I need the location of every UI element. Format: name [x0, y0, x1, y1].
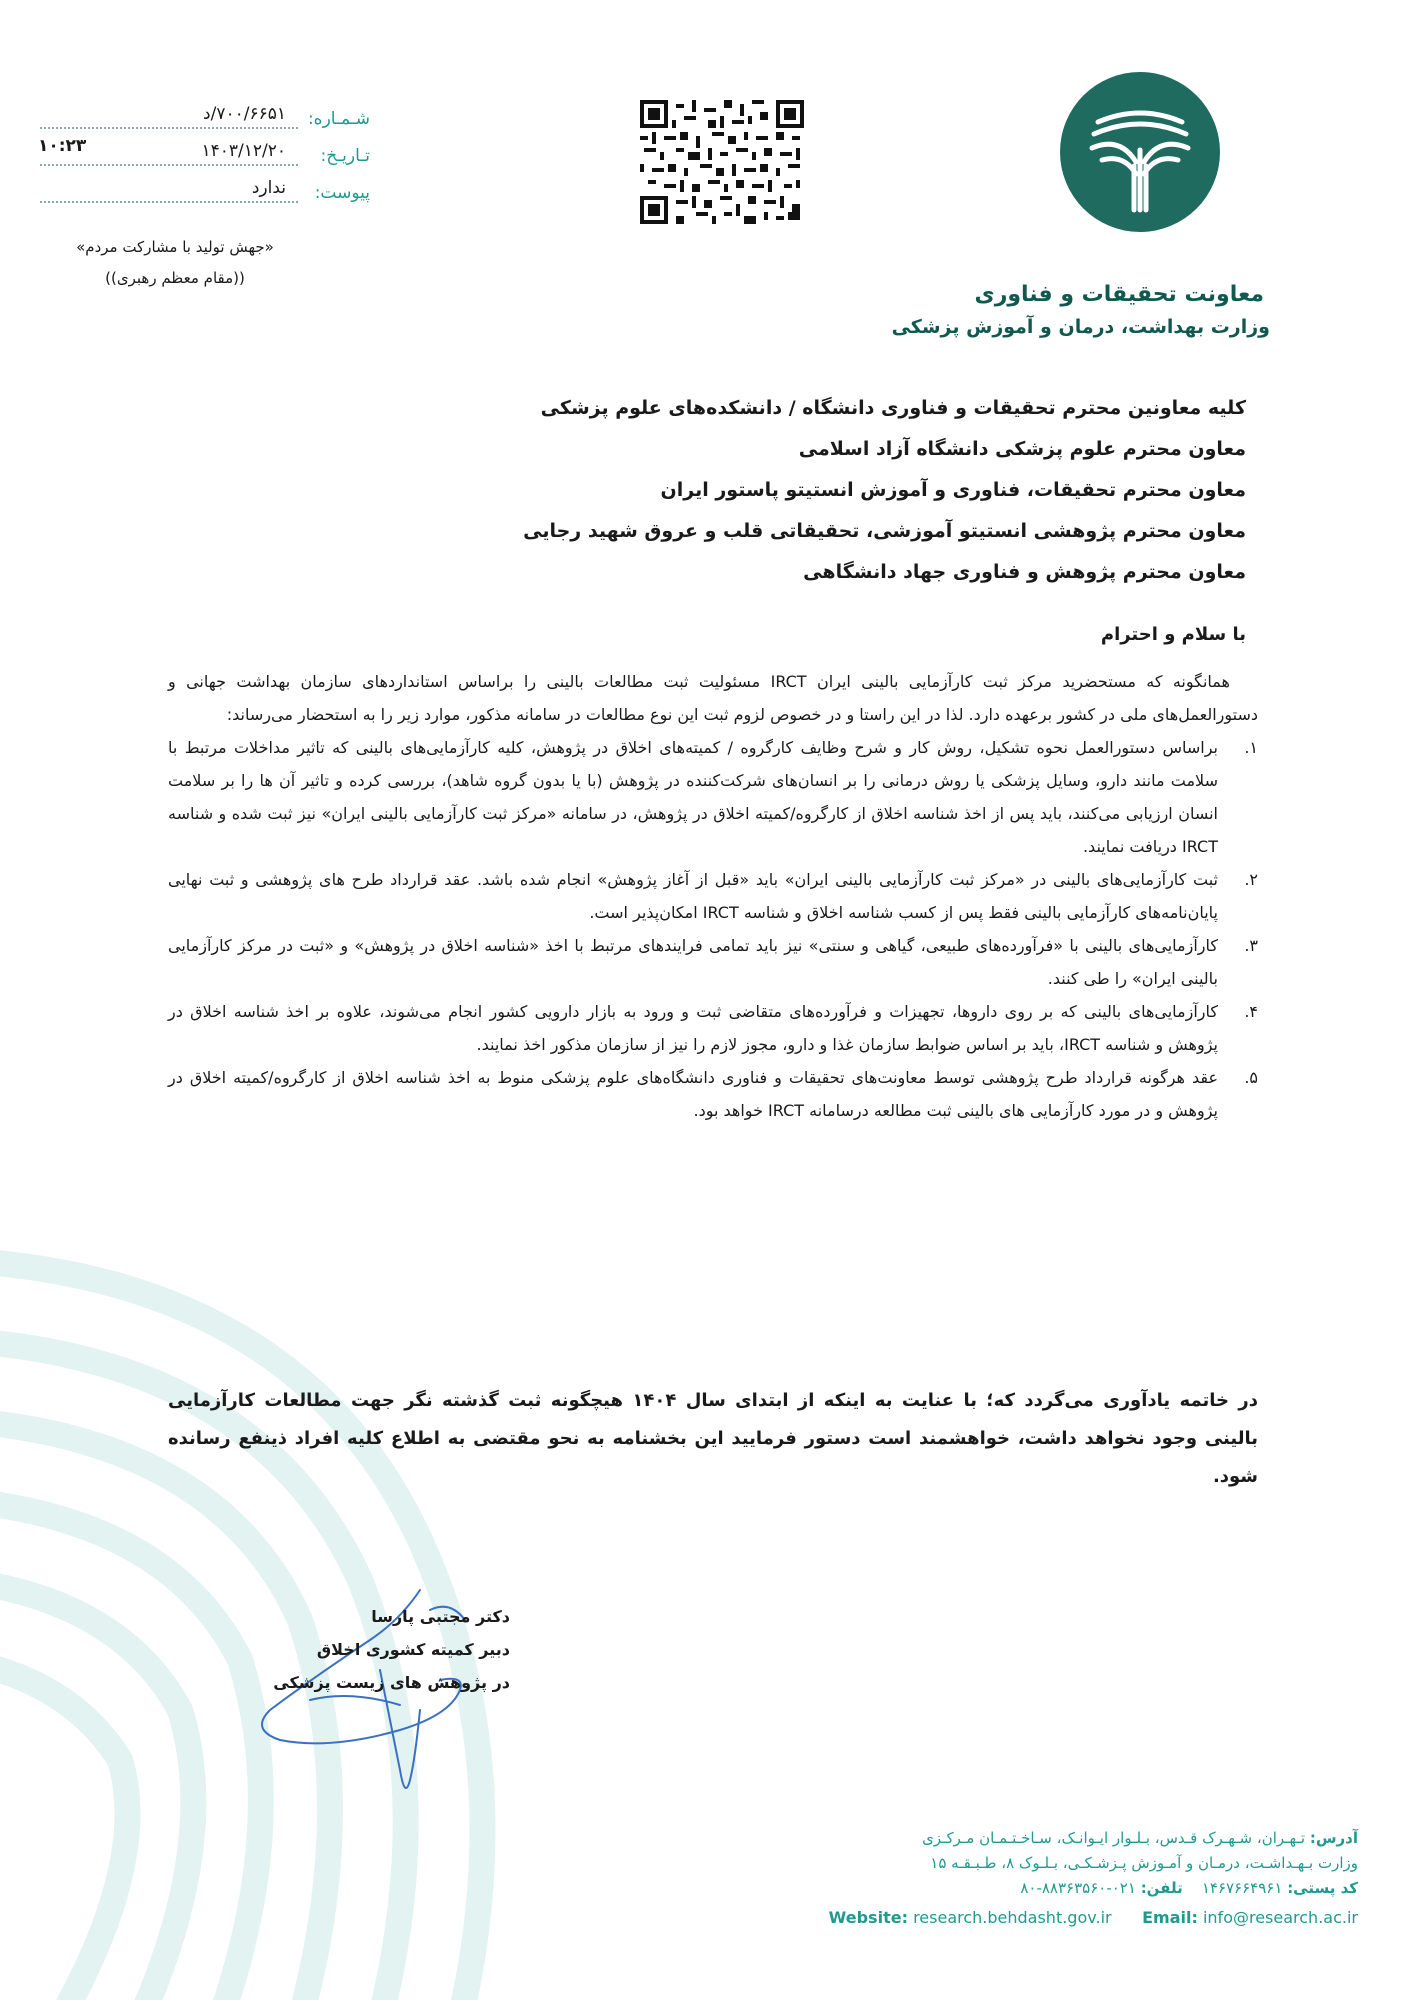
date-label: تـاریـخ:	[320, 146, 370, 166]
list-item	[168, 863, 1258, 929]
signature-text	[273, 1600, 510, 1699]
item-number: ۲.	[1244, 870, 1258, 889]
letter-footer	[598, 1826, 1358, 1930]
list-item	[168, 929, 1258, 995]
signer-title: دبیر کمیته کشوری اخلاق	[316, 1640, 510, 1659]
item-number: ۵.	[1244, 1068, 1258, 1087]
phone-label: تلفن:	[1140, 1879, 1183, 1897]
item-text: کارآزمایی‌های بالینی با «فرآورده‌های طبیعی، گیاهی و سنتی» نیز باید تمامی فرایندهای مرتبط با اخذ «شناسه اخلاق در پژوهش» و «ثبت در مرکز کارآزمایی بالینی ایران» را طی کنند.	[168, 936, 1218, 988]
email-label: Email:	[1142, 1908, 1198, 1927]
footer-address	[598, 1826, 1358, 1851]
list-item	[168, 1061, 1258, 1127]
attachment-row	[40, 166, 370, 203]
slogan-source: ((مقام معظم رهبری))	[105, 269, 245, 287]
item-number: ۱.	[1244, 738, 1258, 757]
footer-web	[598, 1905, 1358, 1930]
slogan	[60, 232, 290, 294]
email-link[interactable]: info@research.ac.ir	[1202, 1908, 1358, 1927]
signature-block	[250, 1580, 520, 1810]
number-row	[40, 92, 370, 129]
website-label: Website:	[828, 1908, 908, 1927]
letter-time: ۱۰:۲۳	[38, 136, 87, 156]
item-text: عقد هرگونه قرارداد طرح پژوهشی توسط معاونت‌های تحقیقات و فناوری دانشگاه‌های علوم پزشکی منوط به اخذ شناسه اخلاق از کارگروه/کمیته اخلاق در پژوهش و در مورد کارآزمایی های بالینی ثبت مطالعه درسامانه IRCT خواهد بود.	[168, 1068, 1218, 1120]
letter-meta	[40, 92, 370, 203]
letter-number: ۷۰۰/۶۶۵۱/د	[40, 103, 298, 129]
list-item	[168, 731, 1258, 863]
attachment-label: پیوست:	[314, 183, 370, 203]
address-line2: وزارت بـهـداشـت، درمـان و آمـوزش پـزشـکـی، بـلـوک ۸، طـبـقـه ۱۵	[930, 1854, 1358, 1872]
number-label: شـمـاره:	[307, 109, 370, 129]
logo-title: معاونت تحقیقات و فناوری	[974, 282, 1264, 307]
recipient-line: معاون محترم علوم پزشکی دانشگاه آزاد اسلامی	[798, 438, 1246, 460]
item-text: براساس دستورالعمل نحوه تشکیل، روش کار و شرح وظایف کارگروه / کمیته‌های اخلاق در پژوهش، کلیه کارآزمایی‌های بالینی که تاثیر مداخلات مرتبط با سلامت مانند دارو، وسایل پزشکی یا روش درمانی را بر انسان‌های شرکت‌کننده در پژوهش (با یا بدون گروه شاهد)، بررسی کرده و تاثیر آن ها را بر سلامت انسان ارزیابی می‌کنند، باید پس از اخذ شناسه اخلاق از کارگروه/کمیته اخلاق در پژوهش، در سامانه «مرکز ثبت کارآزمایی بالینی ایران» نیز ثبت شده و شناسه IRCT دریافت نمایند.	[168, 738, 1218, 856]
list-item	[168, 995, 1258, 1061]
letter-body	[168, 665, 1258, 1127]
date-row	[40, 129, 370, 166]
postal-label: کد پستی:	[1287, 1879, 1358, 1897]
ministry-logo	[891, 70, 1300, 338]
address-label: آدرس:	[1309, 1829, 1358, 1847]
recipient-line: کلیه معاونین محترم تحقیقات و فناوری دانشگاه / دانشکده‌های علوم پزشکی	[540, 397, 1246, 419]
website-link[interactable]: research.behdasht.gov.ir	[913, 1908, 1112, 1927]
letter-date: ۱۴۰۳/۱۲/۲۰	[40, 140, 298, 166]
recipients-list	[346, 388, 1246, 593]
item-number: ۴.	[1244, 1002, 1258, 1021]
item-number: ۳.	[1244, 936, 1258, 955]
intro-paragraph: همانگونه که مستحضرید مرکز ثبت کارآزمایی بالینی ایران IRCT مسئولیت ثبت مطالعات بالینی را براساس استانداردهای سازمان بهداشت جهانی و دستورالعمل‌های ملی در کشور برعهده دارد. لذا در این راستا و در خصوص لزوم ثبت این نوع مطالعات در سامانه مذکور، موارد زیر را به استحضار می‌رساند:	[168, 672, 1258, 724]
signer-title-cont: در پژوهش های زیست پزشکی	[273, 1673, 510, 1692]
address-line1: تـهـران، شـهـرک قـدس، بـلـوار ایـوانـک، سـاخـتـمـان مـرکـزی	[922, 1829, 1306, 1847]
recipient-line: معاون محترم پژوهش و فناوری جهاد دانشگاهی	[803, 561, 1246, 583]
logo-subtitle: وزارت بهداشت، درمان و آموزش پزشکی	[891, 316, 1270, 338]
greeting: با سلام و احترام	[1100, 624, 1246, 645]
tree-emblem-icon	[1058, 70, 1222, 234]
recipient-line: معاون محترم پژوهشی انستیتو آموزشی، تحقیقاتی قلب و عروق شهید رجایی	[523, 520, 1246, 542]
qr-code	[640, 100, 804, 224]
footer-contact	[598, 1876, 1358, 1901]
postal-code: ۱۴۶۷۶۶۴۹۶۱	[1201, 1879, 1283, 1897]
signer-name: دکتر مجتبی پارسا	[371, 1607, 510, 1626]
phone-number: ۰۲۱-۸۸۳۶۳۵۶۰-۸۰	[1020, 1879, 1136, 1897]
letter-attachment: ندارد	[40, 177, 298, 203]
item-text: ثبت کارآزمایی‌های بالینی در «مرکز ثبت کارآزمایی بالینی ایران» باید «قبل از آغاز پژوهش» انجام شده باشد. عقد قرارداد طرح های پژوهشی و ثبت نهایی پایان‌نامه‌های کارآزمایی بالینی فقط پس از کسب شناسه اخلاق و شناسه IRCT امکان‌پذیر است.	[168, 870, 1218, 922]
recipient-line: معاون محترم تحقیقات، فناوری و آموزش انستیتو پاستور ایران	[660, 479, 1246, 501]
closing-paragraph: در خاتمه یادآوری می‌گردد که؛ با عنایت به اینکه از ابتدای سال ۱۴۰۴ هیچگونه ثبت گذشته نگر جهت مطالعات کارآزمایی بالینی وجود نخواهد داشت، خواهشمند است دستور فرمایید این بخشنامه به نحو مقتضی به اطلاع کلیه افراد ذینفع رسانده شود.	[168, 1390, 1258, 1487]
item-text: کارآزمایی‌های بالینی که بر روی داروها، تجهیزات و فرآورده‌های متقاضی ثبت و ورود به بازار دارویی کشور انجام می‌شوند، علاوه بر اخذ شناسه اخلاق در پژوهش و شناسه IRCT، باید بر اساس ضوابط سازمان غذا و دارو، مجوز لازم را نیز از سازمان مذکور اخذ نمایند.	[168, 1002, 1218, 1054]
slogan-text: «جهش تولید با مشارکت مردم»	[76, 238, 274, 256]
